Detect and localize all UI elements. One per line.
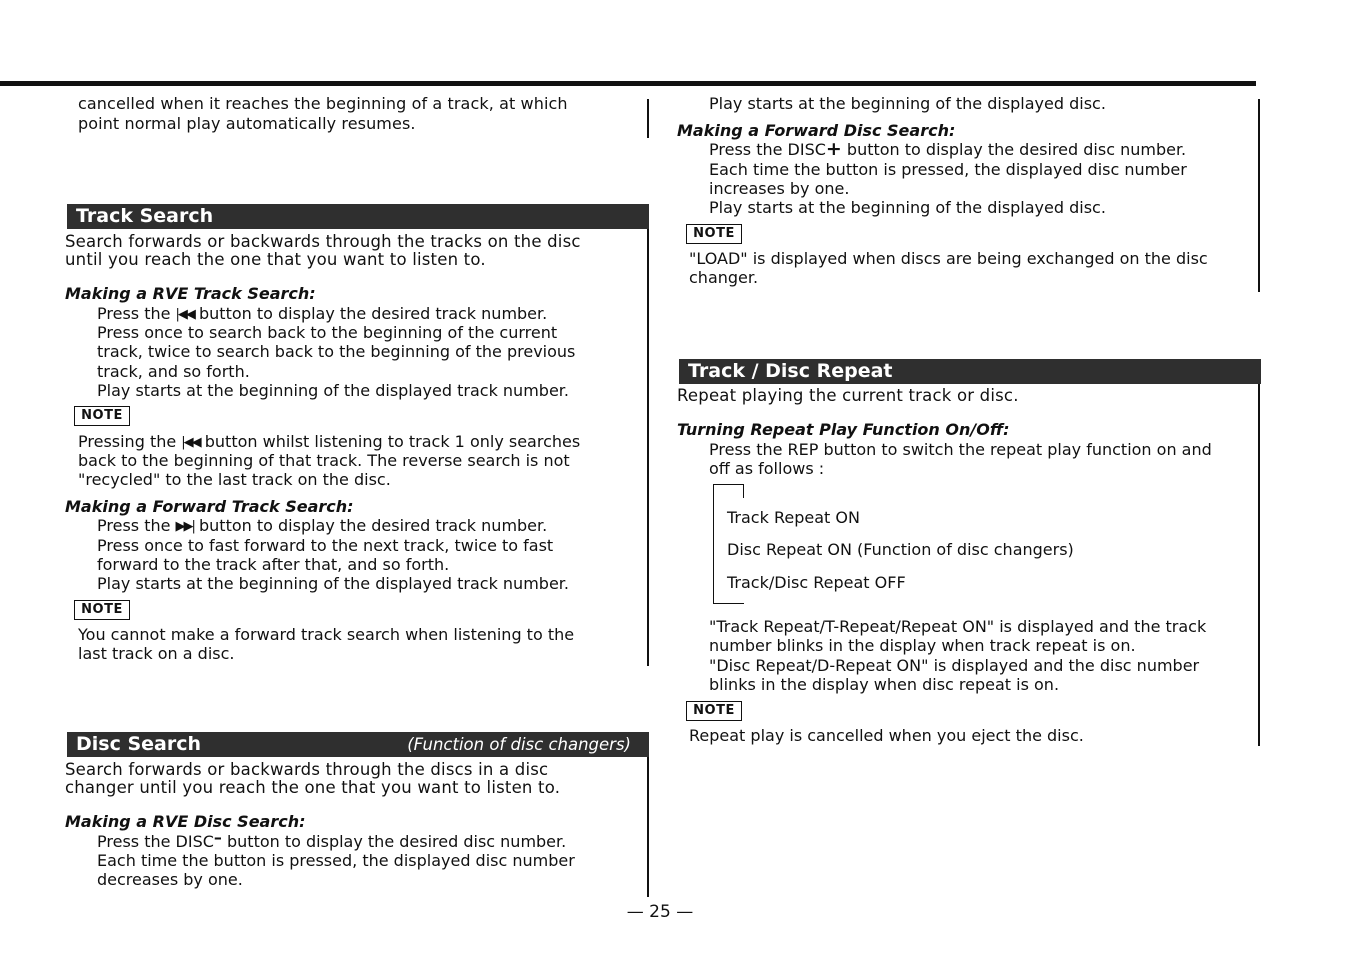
note-badge: NOTE [74, 600, 130, 620]
fwd-track-heading: Making a Forward Track Search: [65, 497, 354, 516]
note-repeat-line: Repeat play is cancelled when you eject the disc. [689, 726, 1084, 745]
rve-track-step-1-pre: Press the [97, 304, 176, 323]
track-search-title-text: Track Search [76, 205, 214, 227]
disc-search-applies-to: (Function of disc changers) [407, 735, 631, 754]
repeat-desc-2: number blinks in the display when track repeat is on. [709, 636, 1136, 655]
rve-track-step-2: Press once to search back to the beginning of the current [97, 323, 558, 342]
skip-back-icon: |◀◀ [175, 307, 194, 322]
rve-disc-step-3: decreases by one. [97, 870, 243, 889]
repeat-heading: Turning Repeat Play Function On/Off: [677, 420, 1010, 439]
rve-disc-step-4: Play starts at the beginning of the displayed disc. [709, 94, 1106, 113]
note-track-2-line-1: You cannot make a forward track search when listening to the [78, 625, 575, 644]
note-load-line-1: "LOAD" is displayed when discs are being exchanged on the disc [689, 249, 1208, 268]
track-search-lead-2: until you reach the one that you want to listen to. [65, 250, 486, 269]
repeat-instr-2: off as follows : [709, 459, 825, 478]
cycle-item-track-repeat: Track Repeat ON [727, 508, 860, 527]
cycle-bracket-top-tick [743, 484, 744, 498]
repeat-lead: Repeat playing the current track or disc. [677, 386, 1019, 405]
note-track-1-pre: Pressing the [78, 432, 182, 451]
repeat-desc-1: "Track Repeat/T-Repeat/Repeat ON" is displayed and the track [709, 617, 1207, 636]
minus-icon: – [213, 828, 222, 847]
disc-search-lead-2: changer until you reach the one that you want to listen to. [65, 778, 561, 797]
note-track-1-post: button whilst listening to track 1 only searches [199, 432, 581, 451]
skip-back-icon: |◀◀ [181, 435, 200, 450]
rve-track-heading: Making a RVE Track Search: [65, 284, 316, 303]
fwd-track-step-1-post: button to display the desired track number. [193, 516, 548, 535]
fwd-disc-heading: Making a Forward Disc Search: [677, 121, 956, 140]
top-rule [0, 81, 1256, 86]
rve-track-step-3: track, twice to search back to the beginning of the previous [97, 342, 576, 361]
rve-track-step-1-post: button to display the desired track number. [193, 304, 548, 323]
cycle-item-disc-repeat: Disc Repeat ON (Function of disc changers) [727, 540, 1074, 559]
plus-icon: + [825, 138, 842, 160]
cycle-item-repeat-off: Track/Disc Repeat OFF [727, 573, 906, 592]
skip-forward-icon: ▶▶| [175, 519, 194, 534]
fwd-track-step-4: Play starts at the beginning of the displayed track number. [97, 574, 569, 593]
fwd-disc-step-1-pre: Press the DISC [709, 140, 826, 159]
note-badge: NOTE [74, 406, 130, 426]
fwd-track-step-2: Press once to fast forward to the next track, twice to fast [97, 536, 554, 555]
rve-disc-step-1-pre: Press the DISC [97, 832, 214, 851]
repeat-title-text: Track / Disc Repeat [688, 360, 893, 382]
note-track-2-line-2: last track on a disc. [78, 644, 235, 663]
note-track-1-line-3: "recycled" to the last track on the disc. [78, 470, 391, 489]
fwd-disc-step-1 [709, 140, 1186, 160]
note-track-1-line-2: back to the beginning of that track. The reverse search is not [78, 451, 570, 470]
disc-search-title-text: Disc Search [76, 733, 202, 755]
repeat-instr-1: Press the REP button to switch the repeat play function on and [709, 440, 1212, 459]
left-column-rule-top [647, 99, 649, 138]
left-column-rule [647, 226, 649, 666]
rve-disc-step-2: Each time the button is pressed, the displayed disc number [97, 851, 575, 870]
intro-line-1: cancelled when it reaches the beginning of a track, at which [78, 94, 568, 113]
fwd-track-step-3: forward to the track after that, and so forth. [97, 555, 450, 574]
rve-disc-step-1 [97, 828, 567, 852]
disc-search-title [67, 732, 649, 757]
right-column-rule-bottom [1258, 381, 1260, 746]
right-column-rule-top [1258, 99, 1260, 292]
note-badge: NOTE [686, 224, 742, 244]
track-search-title [67, 204, 649, 229]
note-badge: NOTE [686, 701, 742, 721]
rve-disc-heading: Making a RVE Disc Search: [65, 812, 306, 831]
rve-track-step-4: track, and so forth. [97, 362, 250, 381]
fwd-disc-step-3: increases by one. [709, 179, 850, 198]
fwd-disc-step-2: Each time the button is pressed, the displayed disc number [709, 160, 1187, 179]
track-search-lead-1: Search forwards or backwards through the tracks on the disc [65, 232, 581, 251]
left-column-rule-bottom [647, 755, 649, 897]
disc-search-lead-1: Search forwards or backwards through the discs in a disc [65, 760, 549, 779]
rve-disc-step-1-post: button to display the desired disc number. [221, 832, 567, 851]
repeat-desc-3: "Disc Repeat/D-Repeat ON" is displayed and the disc number [709, 656, 1200, 675]
page-number: — 25 — [626, 902, 694, 922]
intro-line-2: point normal play automatically resumes. [78, 114, 416, 133]
fwd-disc-step-4: Play starts at the beginning of the displayed disc. [709, 198, 1106, 217]
note-load-line-2: changer. [689, 268, 759, 287]
rve-track-step-5: Play starts at the beginning of the displayed track number. [97, 381, 569, 400]
fwd-disc-step-1-post: button to display the desired disc number. [841, 140, 1187, 159]
fwd-track-step-1 [97, 516, 547, 538]
repeat-title [679, 359, 1261, 384]
fwd-track-step-1-pre: Press the [97, 516, 176, 535]
repeat-desc-4: blinks in the display when disc repeat is on. [709, 675, 1060, 694]
